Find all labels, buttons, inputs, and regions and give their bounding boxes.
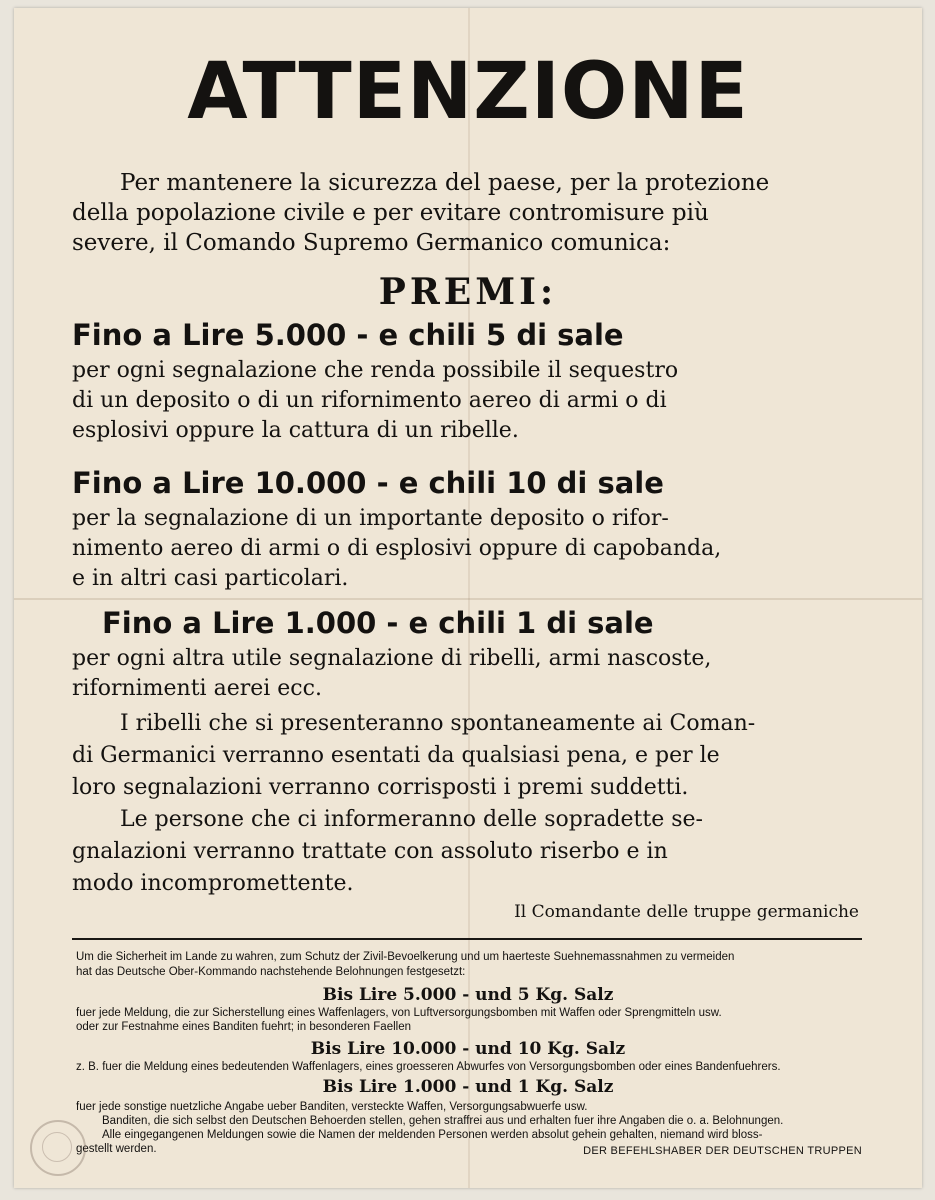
reward-heading-1000: Fino a Lire 1.000 - e chili 1 di sale	[102, 606, 654, 640]
german-line: oder zur Festnahme eines Banditen fuehrt; in besonderen Faellen	[76, 1021, 411, 1033]
reward-line: rifornimenti aerei ecc.	[72, 676, 322, 701]
poster-title: ATTENZIONE	[187, 47, 749, 137]
paragraph-line: modo incompromettente.	[72, 871, 354, 896]
section-divider	[72, 938, 862, 940]
intro-line: severe, il Comando Supremo Germanico comunica:	[72, 230, 671, 256]
reward-text-5000	[72, 356, 862, 446]
reward-line: e in altri casi particolari.	[72, 566, 349, 591]
german-line: Banditen, die sich selbst den Deutschen Behoerden stellen, gehen straffrei aus und erhalten fuer ihre Angaben die o. a. Belohnungen.	[102, 1115, 784, 1127]
german-line: fuer jede sonstige nuetzliche Angabe ueber Banditen, versteckte Waffen, Versorgungsabwuerfe usw.	[76, 1101, 588, 1113]
reward-line: di un deposito o di un rifornimento aereo di armi o di	[72, 388, 667, 413]
german-reward-heading-5000: Bis Lire 5.000 - und 5 Kg. Salz	[322, 985, 614, 1005]
german-reward-heading-1000: Bis Lire 1.000 - und 1 Kg. Salz	[322, 1077, 614, 1097]
intro-line: Per mantenere la sicurezza del paese, per la protezione	[120, 170, 770, 196]
german-signature: DER BEFEHLSHABER DER DEUTSCHEN TRUPPEN	[583, 1145, 862, 1157]
reward-text-1000	[72, 644, 862, 704]
paragraph-line: gnalazioni verranno trattate con assoluto riserbo e in	[72, 839, 668, 864]
italian-signature: Il Comandante delle truppe germaniche	[514, 902, 859, 922]
german-reward-heading-10000: Bis Lire 10.000 - und 10 Kg. Salz	[310, 1039, 626, 1059]
rebels-paragraph	[72, 708, 862, 804]
german-intro-line: Um die Sicherheit im Lande zu wahren, zum Schutz der Zivil-Bevoelkerung und um haerteste Suehnemassnahmen zu vermeiden	[76, 951, 735, 963]
reward-line: esplosivi oppure la cattura di un ribelle.	[72, 418, 519, 443]
intro-paragraph	[72, 168, 872, 258]
paragraph-line: I ribelli che si presenteranno spontaneamente ai Coman-	[120, 711, 756, 736]
reward-line: nimento aereo di armi o di esplosivi oppure di capobanda,	[72, 536, 722, 561]
german-line: Alle eingegangenen Meldungen sowie die Namen der meldenden Personen werden absolut gehein gehalten, niemand wird bloss-	[102, 1129, 763, 1141]
confidentiality-paragraph	[72, 804, 862, 900]
german-reward-text-5000	[76, 1006, 866, 1034]
german-line: z. B. fuer die Meldung eines bedeutenden Waffenlagers, eines groesseren Abwurfes von Versorgungsbomben oder eines Bandenfuehrers.	[76, 1061, 781, 1073]
reward-heading-5000: Fino a Lire 5.000 - e chili 5 di sale	[72, 318, 624, 352]
reward-line: per la segnalazione di un importante deposito o rifor-	[72, 506, 669, 531]
german-intro-line: hat das Deutsche Ober-Kommando nachstehende Belohnungen festgesetzt:	[76, 966, 466, 978]
german-intro	[76, 950, 866, 980]
intro-line: della popolazione civile e per evitare contromisure più	[72, 200, 709, 226]
premi-heading: PREMI:	[378, 271, 558, 313]
archive-stamp-icon	[30, 1120, 86, 1176]
german-reward-text-10000	[76, 1060, 866, 1074]
paragraph-line: Le persone che ci informeranno delle sopradette se-	[120, 807, 703, 832]
reward-heading-10000: Fino a Lire 10.000 - e chili 10 di sale	[72, 466, 664, 500]
paragraph-line: di Germanici verranno esentati da qualsiasi pena, e per le	[72, 743, 720, 768]
poster-sheet	[14, 8, 922, 1188]
reward-text-10000	[72, 504, 862, 594]
german-line: gestellt werden.	[76, 1143, 157, 1155]
reward-line: per ogni segnalazione che renda possibile il sequestro	[72, 358, 679, 383]
paragraph-line: loro segnalazioni verranno corrisposti i premi suddetti.	[72, 775, 689, 800]
reward-line: per ogni altra utile segnalazione di ribelli, armi nascoste,	[72, 646, 712, 671]
german-line: fuer jede Meldung, die zur Sicherstellung eines Waffenlagers, von Luftversorgungsbomben mit Waffen oder Sprengmitteln usw.	[76, 1007, 722, 1019]
